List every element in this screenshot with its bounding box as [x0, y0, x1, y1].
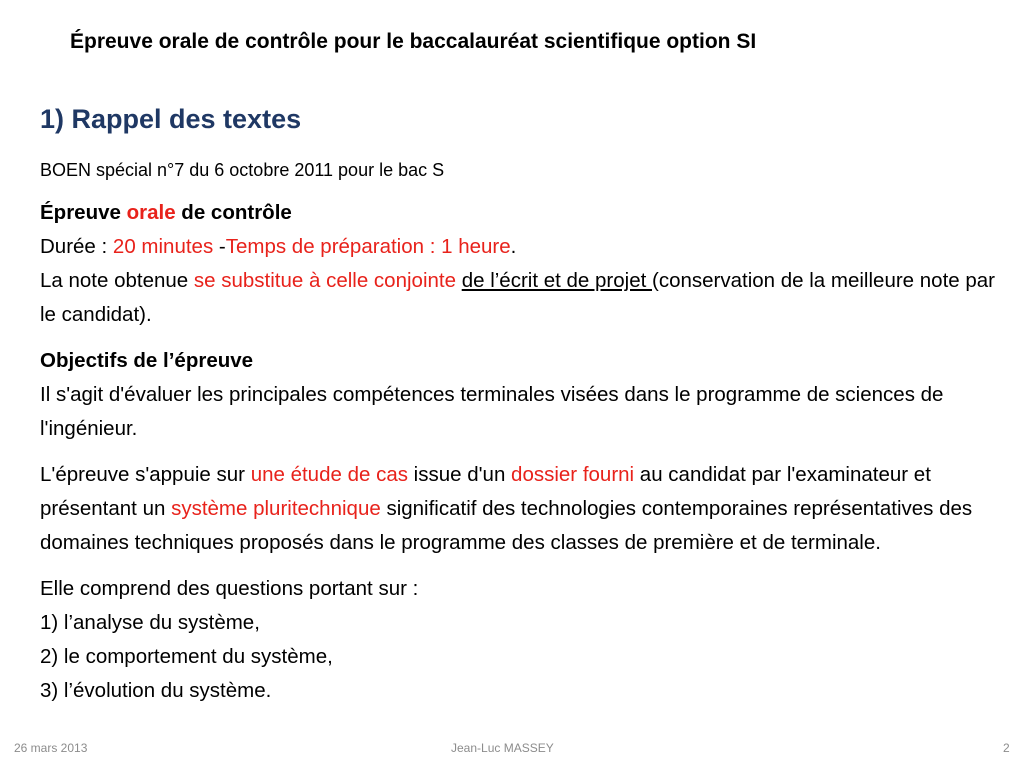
case-text: L'épreuve s'appuie sur — [40, 463, 251, 486]
slide-body — [40, 196, 1015, 720]
grade-highlight: se substitue à celle conjointe — [193, 269, 456, 292]
preparation-time: Temps de préparation : 1 heure — [225, 235, 511, 258]
section-title: 1) Rappel des textes — [40, 104, 302, 134]
exam-heading-highlight: orale — [126, 201, 176, 224]
case-highlight: système pluritechnique — [171, 497, 381, 520]
grade-text: La note obtenue — [40, 269, 194, 292]
case-text: significatif des technologies contemporaines représentatives des domaines techniques proposés dans le programme des classes de première et de terminale. — [40, 497, 973, 554]
exam-heading — [40, 201, 292, 224]
exam-description — [40, 196, 1015, 332]
exam-heading-part: de contrôle — [175, 201, 292, 224]
case-text: au candidat par l'examinateur et présentant un — [40, 463, 931, 520]
questions-intro: Elle comprend des questions portant sur : — [40, 577, 419, 600]
objectives-heading: Objectifs de l’épreuve — [40, 349, 254, 372]
case-text: issue d'un — [407, 463, 512, 486]
reference-line: BOEN spécial n°7 du 6 octobre 2011 pour le bac S — [40, 160, 445, 180]
question-item: 2) le comportement du système, — [40, 645, 333, 668]
case-highlight: dossier fourni — [511, 463, 635, 486]
footer-author: Jean-Luc MASSEY — [451, 741, 554, 755]
questions-block — [40, 572, 1015, 708]
slide-header: Épreuve orale de contrôle pour le baccalauréat scientifique option SI — [70, 30, 757, 53]
question-item: 1) l’analyse du système, — [40, 611, 260, 634]
footer-date: 26 mars 2013 — [14, 741, 88, 755]
case-study-paragraph — [40, 458, 1015, 560]
question-item: 3) l’évolution du système. — [40, 679, 272, 702]
footer-page-number: 2 — [1003, 741, 1010, 755]
duration-value: 20 minutes — [112, 235, 214, 258]
grade-text-end: (conservation de la meilleure note par le candidat). — [40, 269, 995, 326]
grade-underlined: de l’écrit et de projet — [461, 269, 652, 292]
duration-separator: - — [213, 235, 226, 258]
exam-heading-part: Épreuve — [40, 201, 127, 224]
objectives-text: Il s'agit d'évaluer les principales compétences terminales visées dans le programme de sciences de l'ingénieur. — [40, 383, 944, 440]
case-highlight: une étude de cas — [250, 463, 408, 486]
duration-period: . — [510, 235, 517, 258]
duration-label: Durée : — [40, 235, 113, 258]
objectives-block — [40, 344, 1015, 446]
